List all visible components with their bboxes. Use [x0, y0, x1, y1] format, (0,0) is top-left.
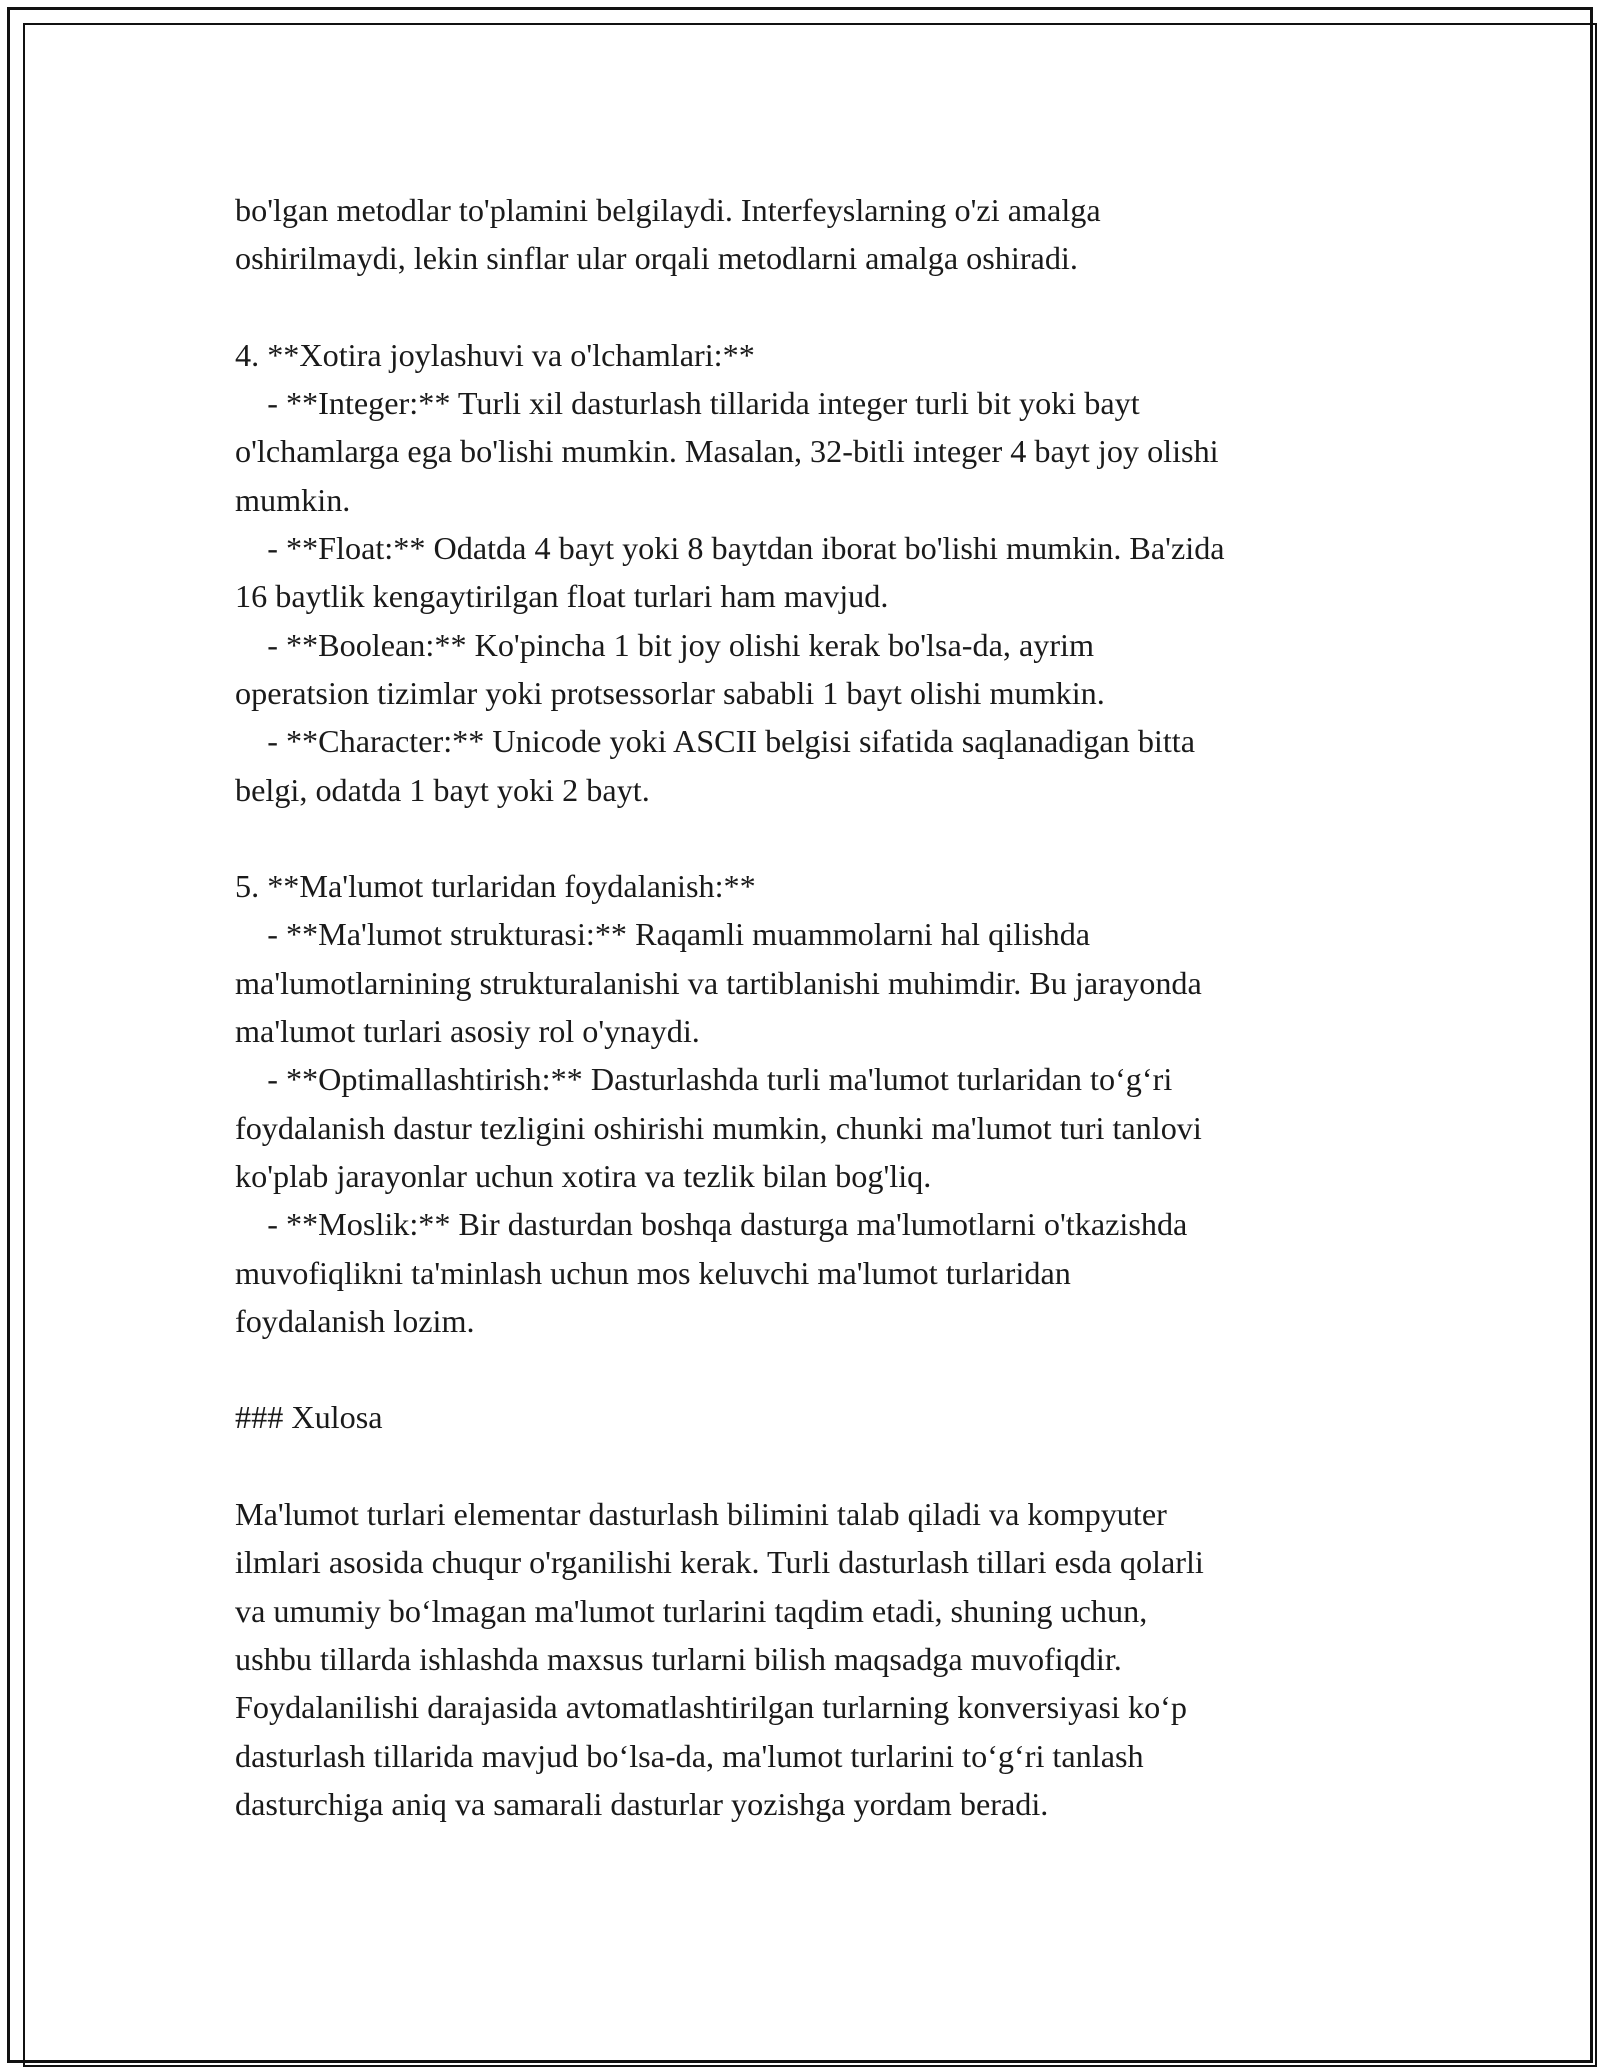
- text-line: Foydalanilishi darajasida avtomatlashtirilgan turlarning konversiyasi ko‘p: [235, 1689, 1187, 1726]
- section-heading: 5. **Ma'lumot turlaridan foydalanish:**: [235, 868, 756, 905]
- text-line: va umumiy bo‘lmagan ma'lumot turlarini taqdim etadi, shuning uchun,: [235, 1592, 1148, 1629]
- text-line: bo'lgan metodlar to'plamini belgilaydi. Interfeyslarning o'zi amalga: [235, 192, 1101, 228]
- text-line: foydalanish lozim.: [235, 1302, 475, 1339]
- text-line: - **Float:** Odatda 4 bayt yoki 8 baytdan iborat bo'lishi mumkin. Ba'zida: [235, 530, 1225, 567]
- text-line: dasturlash tillarida mavjud bo‘lsa-da, ma'lumot turlarini to‘g‘ri tanlash: [235, 1737, 1144, 1774]
- section-heading: 4. **Xotira joylashuvi va o'lchamlari:**: [235, 336, 755, 373]
- text-line: ma'lumot turlari asosiy rol o'ynaydi.: [235, 1013, 700, 1050]
- intro-paragraph: [235, 186, 1395, 283]
- list-item-float: [235, 524, 1395, 621]
- conclusion-heading: ### Xulosa: [235, 1399, 383, 1436]
- text-line: ilmlari asosida chuqur o'rganilishi kerak. Turli dasturlash tillari esda qolarli: [235, 1544, 1204, 1581]
- document-body: [235, 186, 1395, 1828]
- list-item-optimization: [235, 1055, 1395, 1200]
- list-item-boolean: [235, 621, 1395, 718]
- conclusion-paragraph: [235, 1490, 1395, 1828]
- text-line: Ma'lumot turlari elementar dasturlash bilimini talab qiladi va kompyuter: [235, 1496, 1167, 1533]
- text-line: ko'plab jarayonlar uchun xotira va tezlik bilan bog'liq.: [235, 1157, 932, 1194]
- text-line: o'lchamlarga ega bo'lishi mumkin. Masalan, 32-bitli integer 4 bayt joy olishi: [235, 433, 1219, 470]
- spacer: [235, 1345, 1395, 1393]
- text-line: foydalanish dastur tezligini oshirishi mumkin, chunki ma'lumot turi tanlovi: [235, 1109, 1202, 1146]
- text-line: oshirilmaydi, lekin sinflar ular orqali metodlarni amalga oshiradi.: [235, 240, 1078, 277]
- spacer: [235, 814, 1395, 862]
- text-line: - **Integer:** Turli xil dasturlash tillarida integer turli bit yoki bayt: [235, 385, 1140, 422]
- text-line: mumkin.: [235, 481, 351, 518]
- text-line: - **Ma'lumot strukturasi:** Raqamli muammolarni hal qilishda: [235, 916, 1091, 953]
- text-line: ushbu tillarda ishlashda maxsus turlarni bilish maqsadga muvofiqdir.: [235, 1640, 1122, 1677]
- section-4: [235, 331, 1395, 814]
- text-line: belgi, odatda 1 bayt yoki 2 bayt.: [235, 771, 650, 808]
- section-5: [235, 862, 1395, 1345]
- text-line: - **Boolean:** Ko'pincha 1 bit joy olishi kerak bo'lsa-da, ayrim: [235, 626, 1095, 663]
- list-item-compatibility: [235, 1200, 1395, 1345]
- text-line: muvofiqlikni ta'minlash uchun mos keluvchi ma'lumot turlaridan: [235, 1254, 1071, 1291]
- list-item-integer: [235, 379, 1395, 524]
- list-item-structure: [235, 910, 1395, 1055]
- text-line: - **Moslik:** Bir dasturdan boshqa dasturga ma'lumotlarni o'tkazishda: [235, 1206, 1188, 1243]
- spacer: [235, 283, 1395, 331]
- text-line: - **Character:** Unicode yoki ASCII belgisi sifatida saqlanadigan bitta: [235, 723, 1196, 760]
- text-line: 16 baytlik kengaytirilgan float turlari ham mavjud.: [235, 578, 889, 615]
- list-item-character: [235, 717, 1395, 814]
- spacer: [235, 1442, 1395, 1490]
- text-line: ma'lumotlarnining strukturalanishi va tartiblanishi muhimdir. Bu jarayonda: [235, 964, 1202, 1001]
- text-line: dasturchiga aniq va samarali dasturlar yozishga yordam beradi.: [235, 1785, 1049, 1822]
- text-line: operatsion tizimlar yoki protsessorlar sababli 1 bayt olishi mumkin.: [235, 674, 1105, 711]
- text-line: - **Optimallashtirish:** Dasturlashda turli ma'lumot turlaridan to‘g‘ri: [235, 1061, 1173, 1098]
